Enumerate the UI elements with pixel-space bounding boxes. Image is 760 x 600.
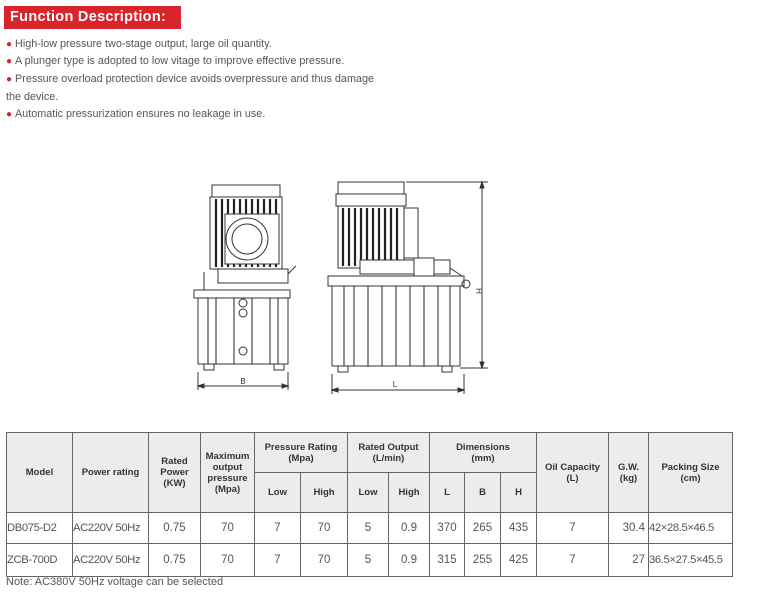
cell-pressure-high: 70 xyxy=(301,513,348,544)
pump-drawing xyxy=(170,172,500,408)
subheader-output-high: High xyxy=(389,473,430,513)
front-view xyxy=(194,185,296,390)
header-max-pressure: Maximum output pressure (Mpa) xyxy=(201,433,255,513)
cell-rated-power: 0.75 xyxy=(149,513,201,544)
header-dimensions: Dimensions (mm) xyxy=(430,433,537,473)
side-view xyxy=(328,182,488,394)
cell-pressure-high: 70 xyxy=(301,544,348,577)
cell-output-low: 5 xyxy=(348,513,389,544)
cell-output-low: 5 xyxy=(348,544,389,577)
bullet-icon: ● xyxy=(6,74,13,85)
cell-oil-capacity: 7 xyxy=(537,544,609,577)
dim-l-label: L xyxy=(392,380,398,389)
bullet-item: ● Automatic pressurization ensures no leakage in use. xyxy=(6,108,266,120)
section-title: Function Description: xyxy=(4,6,181,28)
header-oil-capacity: Oil Capacity (L) xyxy=(537,433,609,513)
cell-packing-size: 42×28.5×46.5 xyxy=(649,513,733,544)
cell-max-pressure: 70 xyxy=(201,544,255,577)
header-power-rating: Power rating xyxy=(73,433,149,513)
title-underline xyxy=(4,27,181,29)
cell-gw: 30.4 xyxy=(609,513,649,544)
cell-dim-l: 315 xyxy=(430,544,465,577)
cell-output-high: 0.9 xyxy=(389,513,430,544)
subheader-output-low: Low xyxy=(348,473,389,513)
cell-dim-h: 425 xyxy=(501,544,537,577)
cell-output-high: 0.9 xyxy=(389,544,430,577)
cell-pressure-low: 7 xyxy=(255,544,301,577)
bullet-icon: ● xyxy=(6,56,13,67)
cell-packing-size: 36.5×27.5×45.5 xyxy=(649,544,733,577)
cell-gw: 27 xyxy=(609,544,649,577)
header-gw: G.W. (kg) xyxy=(609,433,649,513)
cell-dim-h: 435 xyxy=(501,513,537,544)
subheader-dim-b: B xyxy=(465,473,501,513)
cell-pressure-low: 7 xyxy=(255,513,301,544)
cell-model: ZCB-700D xyxy=(7,544,73,577)
bullet-continuation: the device. xyxy=(6,91,59,103)
table-header-row xyxy=(7,433,733,473)
bullet-icon: ● xyxy=(6,39,13,50)
cell-dim-b: 255 xyxy=(465,544,501,577)
cell-dim-l: 370 xyxy=(430,513,465,544)
cell-power-rating: AC220V 50Hz xyxy=(73,544,149,577)
footnote: Note: AC380V 50Hz voltage can be selected xyxy=(6,576,224,588)
header-model: Model xyxy=(7,433,73,513)
bullet-icon: ● xyxy=(6,109,13,120)
cell-oil-capacity: 7 xyxy=(537,513,609,544)
cell-rated-power: 0.75 xyxy=(149,544,201,577)
cell-power-rating: AC220V 50Hz xyxy=(73,513,149,544)
dim-b-label: B xyxy=(240,377,246,386)
bullet-item: ● High-low pressure two-stage output, large oil quantity. xyxy=(6,38,272,50)
header-pressure-rating: Pressure Rating (Mpa) xyxy=(255,433,348,473)
cell-model: DB075-D2 xyxy=(7,513,73,544)
subheader-dim-h: H xyxy=(501,473,537,513)
bullet-item: ● Pressure overload protection device avoids overpressure and thus damage xyxy=(6,73,374,85)
cell-dim-b: 265 xyxy=(465,513,501,544)
table-row xyxy=(7,513,733,544)
header-rated-output: Rated Output (L/min) xyxy=(348,433,430,473)
subheader-pressure-low: Low xyxy=(255,473,301,513)
subheader-dim-l: L xyxy=(430,473,465,513)
dim-h-label: H xyxy=(474,288,483,294)
table-row xyxy=(7,544,733,577)
header-packing-size: Packing Size (cm) xyxy=(649,433,733,513)
header-rated-power: Rated Power (KW) xyxy=(149,433,201,513)
cell-max-pressure: 70 xyxy=(201,513,255,544)
spec-table xyxy=(6,432,733,577)
subheader-pressure-high: High xyxy=(301,473,348,513)
bullet-item: ● A plunger type is adopted to low vitage to improve effective pressure. xyxy=(6,55,345,67)
